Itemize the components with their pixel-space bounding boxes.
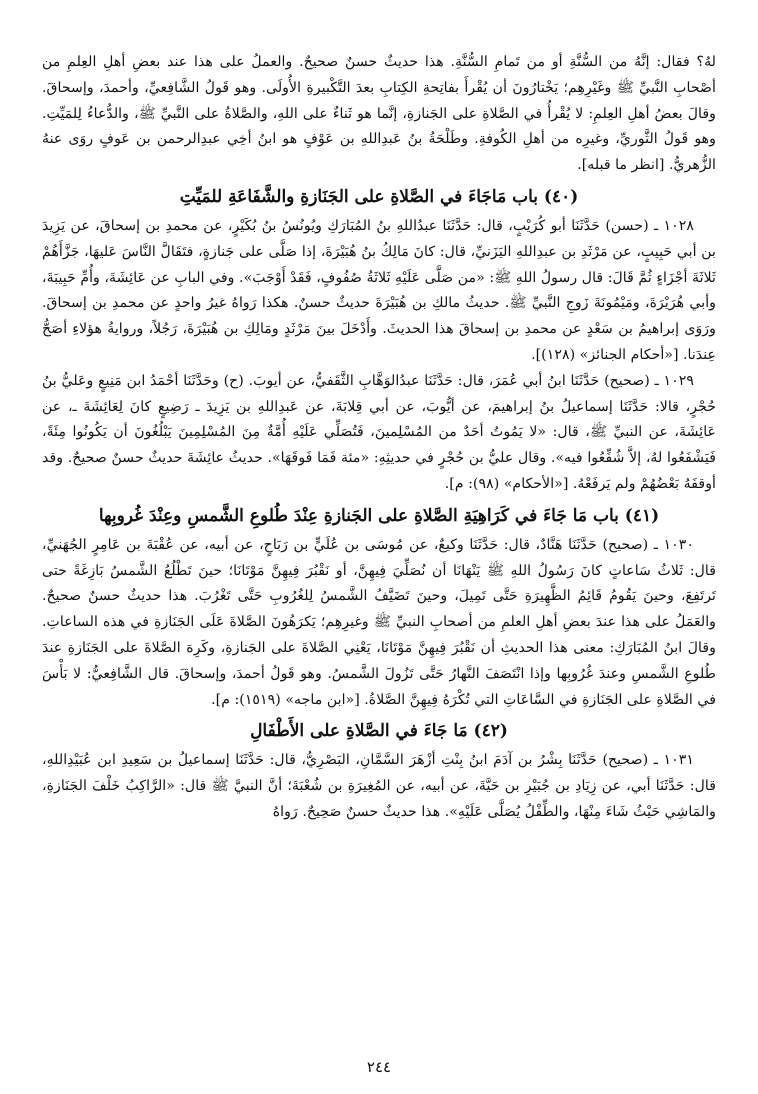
page-number: ٢٤٤	[366, 1058, 392, 1076]
hadith-1031: ١٠٣١ ـ (صحيح) حَدَّثَنَا بِشْرُ بن آدَمَ ابنُ بِنْتِ أزْهَرَ السَّمَّانِ، البَصْرِيُّ، قال: حَدَّثَنَا إسماعيلُ بن سَعِيدِ ابن عُبَيْدِاللهِ، قال: حَدَّثَنَا أبي، عن زِيَادِ بن جُبَيْرِ بن حَيَّةَ، عن أبيه، عن المُغِيرَةِ بن شُعْبَةَ؛ أنَّ النبيَّ ﷺ قال: «الرَّاكِبُ خَلْفَ الجَنَازةِ، والمَاشِي حَيْثُ شَاءَ مِنْهَا، والطِّفْلُ يُصَلَّى عَلَيْهِ». هذا حديثٌ حسنٌ صَحِيحٌ. رَواهُ	[42, 752, 716, 820]
hadith-1028: ١٠٢٨ ـ (حسن) حَدَّثَنَا أبو كُرَيْبٍ، قال: حَدَّثَنَا عبدُاللهِ بنُ المُبَارَكِ ويُونُسُ بنُ بُكَيْرٍ، عن محمدِ بن إسحاقَ، عن يَزِيدَ بن أبي حَبِيبٍ، عن مَرْثَدِ بن عبدِاللهِ اليَزَنيِّ، قال: كانَ مَالِكُ بنُ هُبَيْرَةَ، إذا صَلَّى على جَنازةٍ، فتَقَالَّ النَّاسَ عَليهَا، جَزَّأَهُمْ ثَلاثَةَ أجْزَاءٍ ثُمَّ قَالَ: قال رسولُ اللهِ ﷺ: «من صَلَّى عَلَيْهِ ثَلاثَةُ صُفُوفٍ، فَقَدْ أَوْجَبَ». وفي البابِ عن عَائِشَةَ، وأُمِّ حَبِيبَةَ، وأبي هُرَيْرَةَ، ومَيْمُونَةَ زَوجِ النَّبيِّ ﷺ. حديثُ مالكِ بن هُبَيْرَةَ حديثٌ حسنٌ. هكذا رَواهُ غيرُ واحدٍ عن محمدِ بن إسحاقَ. ورَوَى إبراهيمُ بن سَعْدٍ عن محمدِ بن إسحاقَ هذا الحديثَ. وأَدْخَلَ بينَ مَرْثَدٍ ومَالِكِ بن هُبَيْرَةَ، رَجُلاً، وروايةُ هؤلاءِ أصَحُّ عِندَنا. [«أحكام الجنائز» (١٢٨)].	[42, 217, 716, 363]
hadith-1029: ١٠٢٩ ـ (صحيح) حَدَّثَنَا ابنُ أبي عُمَرَ، قال: حَدَّثَنَا عبدُالوَهَّابِ الثَّقَفيُّ، عن أيوبَ. (ح) وحَدَّثَنَا أحْمَدُ ابن مَنِيعٍ وعَليُّ بنُ حُجْرٍ، قالا: حَدَّثَنَا إسماعيلُ بنُ إبراهيمَ، عن أيُّوبَ، عن أبي قِلابَةَ، عن عَبدِاللهِ بن يَزِيدَ ـ رَضِيعٍ كانَ لِعَائِشَةَ ـ، عن عَائِشَةَ، عن النبيِّ ﷺ، قال: «لا يَمُوتُ أحَدٌ من المُسْلِمينَ، فَتُصَلِّي عَلَيْهِ أُمَّةٌ مِنَ المُسْلِمِينَ يَبْلُغُونَ أن يَكُونُوا مِئَةً، فَيَشْفَعُوا لهُ، إلاَّ شُفِّعُوا فيه». وقال عليُّ بن حُجْرٍ في حديثِهِ: «مئة فَمَا فَوقَهَا». حديثُ عائِشَةَ حديثٌ حسنٌ صحيحٌ. وقد أوقفَهُ بَعْضُهُمْ ولم يَرفَعْهُ. [«الأحكام» (٩٨): م].	[42, 372, 716, 492]
chapter-heading-41: (٤١) باب مَا جَاءَ في كَرَاهِيَةِ الصَّلاةِ على الجَنازةِ عِنْدَ طُلوعِ الشَّمسِ وعِنْدَ غُروبِها	[98, 505, 660, 526]
chapter-heading-40: (٤٠) باب مَاجَاءَ في الصَّلاةِ على الجَنَازةِ والشَّفَاعَةِ للمَيِّتِ	[179, 186, 579, 207]
book-page	[42, 50, 716, 1060]
chapter-heading-42: (٤٢) مَا جَاءَ في الصَّلاةِ على الأَطْفَالِ	[250, 721, 508, 742]
hadith-1030: ١٠٣٠ ـ (صحيح) حَدَّثَنَا هَنَّادٌ، قال: حَدَّثَنَا وكيعٌ، عن مُوسَى بن عُلَيٍّ بن رَبَاحٍ، عن أبيه، عن عُقْبَةَ بن عَامِرٍ الجُهَنيِّ، قال: ثَلاثُ سَاعاتٍ كانَ رَسُولُ اللهِ ﷺ يَنْهَانَا أن نُصَلِّيَ فِيهِنَّ، أو نَقْبُرَ فِيهِنَّ مَوْتَانَا؛ حينَ تَطْلُعُ الشَّمسُ بَازِغَةً حتى تَرتَفِعَ، وحينَ يَقُومُ قَائِمُ الظَّهِيرَةِ حَتَّى تَمِيلَ، وحينَ تَضَيَّفُ الشَّمسُ لِلغُرُوبِ حَتَّى تَغْرُبَ. هذا حديثٌ حسنٌ صحيحٌ. والعَمَلُ على هذا عندَ بعضِ أهلِ العلمِ من أصحابِ النبيِّ ﷺ وغيرِهِم؛ يَكرَهُونَ الصَّلاةَ عَلَى الجَنَازةِ في هذه الساعاتِ. وقالَ ابنُ المُبَارَكِ: معنى هذا الحديثِ أن نَقْبُرَ فِيهِنَّ مَوْتَانَا، يَعْنِي الصَّلاةَ على الجَنازةِ، وكَرِهَ الصَّلاةَ على الجَنَازةِ عندَ طُلوعِ الشَّمسِ وعندَ غُرُوبِها وإذا انْتَصَفَ النَّهارُ حَتَّى تَزُولَ الشَّمسُ. وهو قَولُ أحمدَ، وإسحاقَ. قال الشَّافِعيُّ: لا بَأْسَ في الصَّلاةِ على الجَنَازةِ في السَّاعَاتِ التي تُكْرَهُ فِيهِنَّ الصَّلاةُ. [«ابن ماجه» (١٥١٩): م].	[42, 536, 716, 708]
intro-paragraph: لهُ؟ فقال: إنَّهُ من السُّنَّةِ أو من تَمامِ السُّنَّةِ. هذا حديثٌ حسنٌ صحيحٌ. والعملُ على هذا عند بعضِ أهلِ العِلمِ من أصْحابِ النَّبيِّ ﷺ وغَيْرِهِم؛ يَخْتارُونَ أن يُقْرأَ بفاتِحةِ الكِتابِ بعدَ التَّكْبيرةِ الأُولَى. وهو قَولُ الشَّافِعيِّ، وأحمدَ، وإسحاقَ. وقالَ بعضُ أهلِ العِلمِ: لا يُقْرأُ في الصَّلاةِ على الجَنازةِ، إنَّما هو ثَناءٌ على اللهِ، والصَّلاةُ على النَّبيِّ ﷺ، والدُّعاءُ لِلمَيِّتِ. وهو قَولُ الثَّوريِّ، وغيرِه من أهلِ الكُوفةِ. وطَلْحَةُ بنُ عَبدِاللهِ بن عَوْفٍ هو ابنُ أخِي عبدِالرحمن بن عَوفٍ روَى عنهُ الزُّهريُّ. [انظر ما قبله].	[42, 54, 716, 174]
